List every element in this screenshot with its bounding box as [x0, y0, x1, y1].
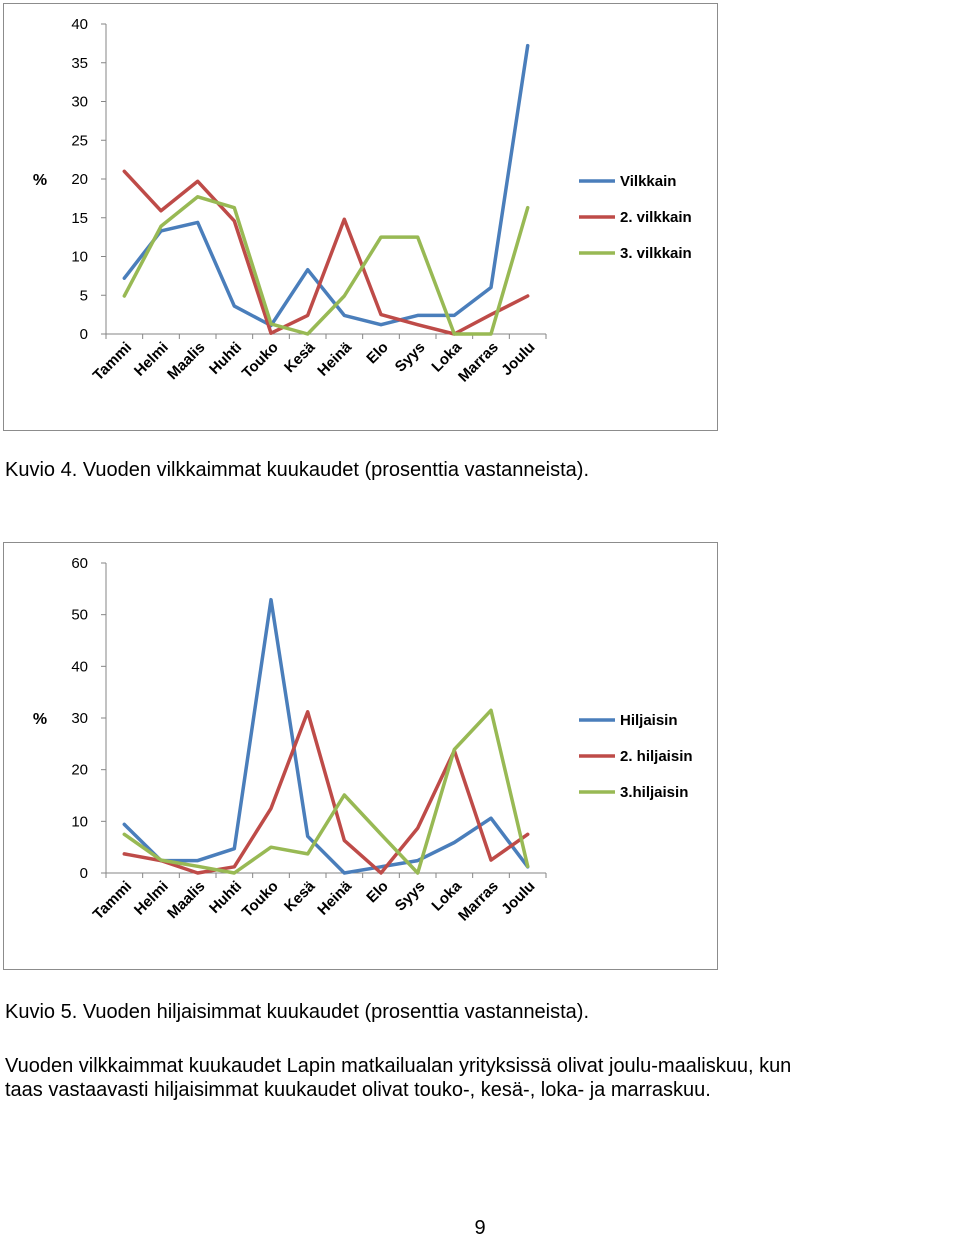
- y-tick-label: 40: [71, 16, 88, 33]
- series-line-2: [124, 171, 527, 334]
- legend-label: 3.hiljaisin: [620, 784, 689, 801]
- figure-5-caption: Kuvio 5. Vuoden hiljaisimmat kuukaudet (prosenttia vastanneista).: [5, 1001, 590, 1023]
- legend-label: Vilkkain: [620, 173, 677, 190]
- y-tick-label: 30: [71, 710, 88, 727]
- x-tick-label: Touko: [238, 877, 282, 921]
- y-tick-label: 20: [71, 171, 88, 188]
- figure-5-line-chart: [4, 543, 719, 971]
- y-tick-label: 5: [79, 287, 88, 305]
- legend-label: 2. hiljaisin: [620, 748, 693, 765]
- x-tick-label: Maalis: [164, 338, 209, 384]
- y-tick-label: 50: [71, 606, 88, 624]
- legend-label: Hiljaisin: [620, 712, 678, 729]
- x-tick-label: Elo: [363, 338, 392, 368]
- figure-5-chart: [3, 542, 718, 970]
- x-tick-label: Joulu: [498, 338, 539, 380]
- y-tick-label: 10: [71, 813, 88, 831]
- y-tick-label: 15: [71, 209, 88, 227]
- y-tick-label: 20: [71, 761, 88, 779]
- paragraph-line-1: Vuoden vilkkaimmat kuukaudet Lapin matkailualan yrityksissä olivat joulu-maaliskuu, kun: [5, 1055, 792, 1077]
- x-tick-label: Maalis: [164, 877, 209, 923]
- x-tick-label: Elo: [363, 877, 392, 907]
- body-paragraph: [5, 1054, 960, 1102]
- figure-4-caption: Kuvio 4. Vuoden vilkkaimmat kuukaudet (prosenttia vastanneista).: [5, 459, 590, 481]
- x-tick-label: Helmi: [130, 877, 172, 919]
- x-tick-label: Helmi: [130, 338, 172, 380]
- x-tick-label: Kesä: [281, 338, 319, 377]
- x-tick-label: Joulu: [498, 877, 539, 919]
- legend-label: 2. vilkkain: [620, 209, 692, 226]
- x-tick-label: Huhti: [206, 877, 246, 917]
- figure-4-line-chart: [4, 4, 719, 432]
- y-axis-label: %: [32, 172, 48, 189]
- x-tick-label: Marras: [455, 338, 502, 386]
- x-tick-label: Syys: [391, 338, 429, 376]
- x-tick-label: Loka: [428, 338, 466, 376]
- x-tick-label: Touko: [238, 338, 282, 382]
- x-tick-label: Marras: [455, 877, 502, 925]
- figure-4-chart: [3, 3, 718, 431]
- y-tick-label: 10: [71, 248, 88, 266]
- y-tick-label: 35: [71, 54, 88, 72]
- x-tick-label: Heinä: [314, 877, 356, 919]
- y-tick-label: 0: [79, 865, 88, 882]
- y-tick-label: 25: [71, 132, 88, 150]
- y-tick-label: 30: [71, 93, 88, 111]
- x-tick-label: Tammi: [89, 877, 136, 924]
- paragraph-line-2: taas vastaavasti hiljaisimmat kuukaudet olivat touko-, kesä-, loka- ja marraskuu.: [5, 1079, 711, 1101]
- x-tick-label: Syys: [391, 877, 429, 915]
- y-tick-label: 60: [71, 555, 88, 572]
- y-tick-label: 0: [79, 326, 88, 343]
- x-tick-label: Loka: [428, 877, 466, 915]
- legend-label: 3. vilkkain: [620, 245, 692, 262]
- y-axis-label: %: [32, 711, 48, 728]
- x-tick-label: Huhti: [206, 338, 246, 378]
- page-number: 9: [474, 1217, 486, 1239]
- x-tick-label: Heinä: [314, 338, 356, 380]
- x-tick-label: Tammi: [89, 338, 136, 385]
- series-line-1: [124, 46, 527, 326]
- x-tick-label: Kesä: [281, 877, 319, 916]
- y-tick-label: 40: [71, 658, 88, 676]
